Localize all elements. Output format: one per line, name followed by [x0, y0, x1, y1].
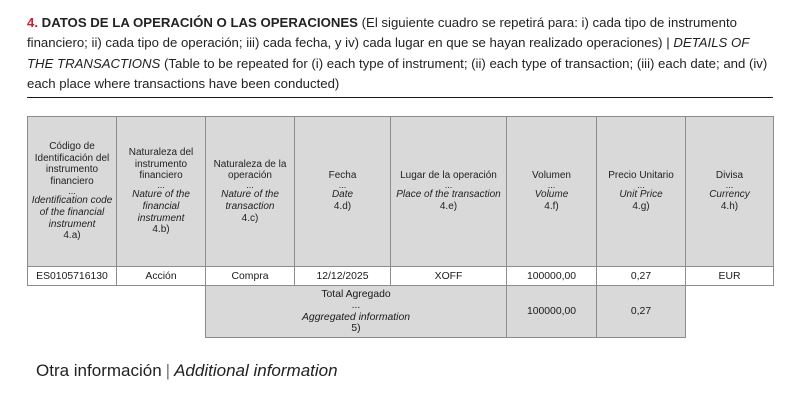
total-label-cell	[206, 286, 507, 338]
transactions-table	[27, 116, 774, 338]
cell-identification-code: ES0105716130	[28, 267, 117, 286]
cell-place: XOFF	[391, 267, 507, 286]
total-label-ref: 5)	[351, 323, 361, 334]
total-label-dots: ...	[351, 300, 361, 311]
column-header-instrument-nature: Naturaleza del instrumento financiero ... Nature of the financial instrument 4.b)	[117, 117, 206, 267]
total-row	[28, 286, 774, 338]
total-row-spacer-end	[686, 286, 774, 338]
cell-unit-price: 0,27	[597, 267, 686, 286]
additional-information-es: Otra información	[36, 361, 162, 380]
column-header-currency: Divisa ... Currency 4.h)	[686, 117, 774, 267]
section-title-en: DETAILS OF THE TRANSACTIONS	[27, 35, 750, 71]
column-header-unit-price: Precio Unitario ... Unit Price 4.g)	[597, 117, 686, 267]
section-header	[27, 13, 773, 95]
total-volume: 100000,00	[507, 286, 597, 338]
column-header-date: Fecha ... Date 4.d)	[295, 117, 391, 267]
cell-instrument-nature: Acción	[117, 267, 206, 286]
total-price: 0,27	[597, 286, 686, 338]
additional-information-heading	[36, 361, 338, 381]
cell-date: 12/12/2025	[295, 267, 391, 286]
section-number: 4.	[27, 15, 38, 30]
column-header-identification-code: Código de Identificación del instrumento financiero ... Identification code of the financial instrument 4.a)	[28, 117, 117, 267]
table-header-row	[28, 117, 774, 267]
section-separator: |	[666, 35, 670, 51]
column-header-volume: Volumen ... Volume 4.f)	[507, 117, 597, 267]
section-title-es: DATOS DE LA OPERACIÓN O LAS OPERACIONES	[41, 15, 358, 30]
total-label-en: Aggregated information	[301, 311, 411, 323]
cell-volume: 100000,00	[507, 267, 597, 286]
section-description-en: (Table to be repeated for (i) each type of instrument; (ii) each type of transaction; (iii) each date; and (iv) each place where transactions have been conducted)	[27, 55, 768, 92]
column-header-place: Lugar de la operación ... Place of the transaction 4.e)	[391, 117, 507, 267]
section-divider	[27, 97, 773, 98]
table-row	[28, 267, 774, 286]
total-row-spacer	[28, 286, 206, 338]
additional-information-separator: |	[165, 361, 171, 380]
cell-transaction-nature: Compra	[206, 267, 295, 286]
total-label-es: Total Agregado	[321, 288, 391, 300]
cell-currency: EUR	[686, 267, 774, 286]
additional-information-en: Additional information	[174, 361, 338, 380]
column-header-transaction-nature: Naturaleza de la operación ... Nature of the transaction 4.c)	[206, 117, 295, 267]
section-description-es: (El siguiente cuadro se repetirá para: i) cada tipo de instrumento financiero; ii) cada tipo de operación; iii) cada fecha, y iv) cada lugar en que se hayan realizado operaciones)	[27, 15, 737, 51]
